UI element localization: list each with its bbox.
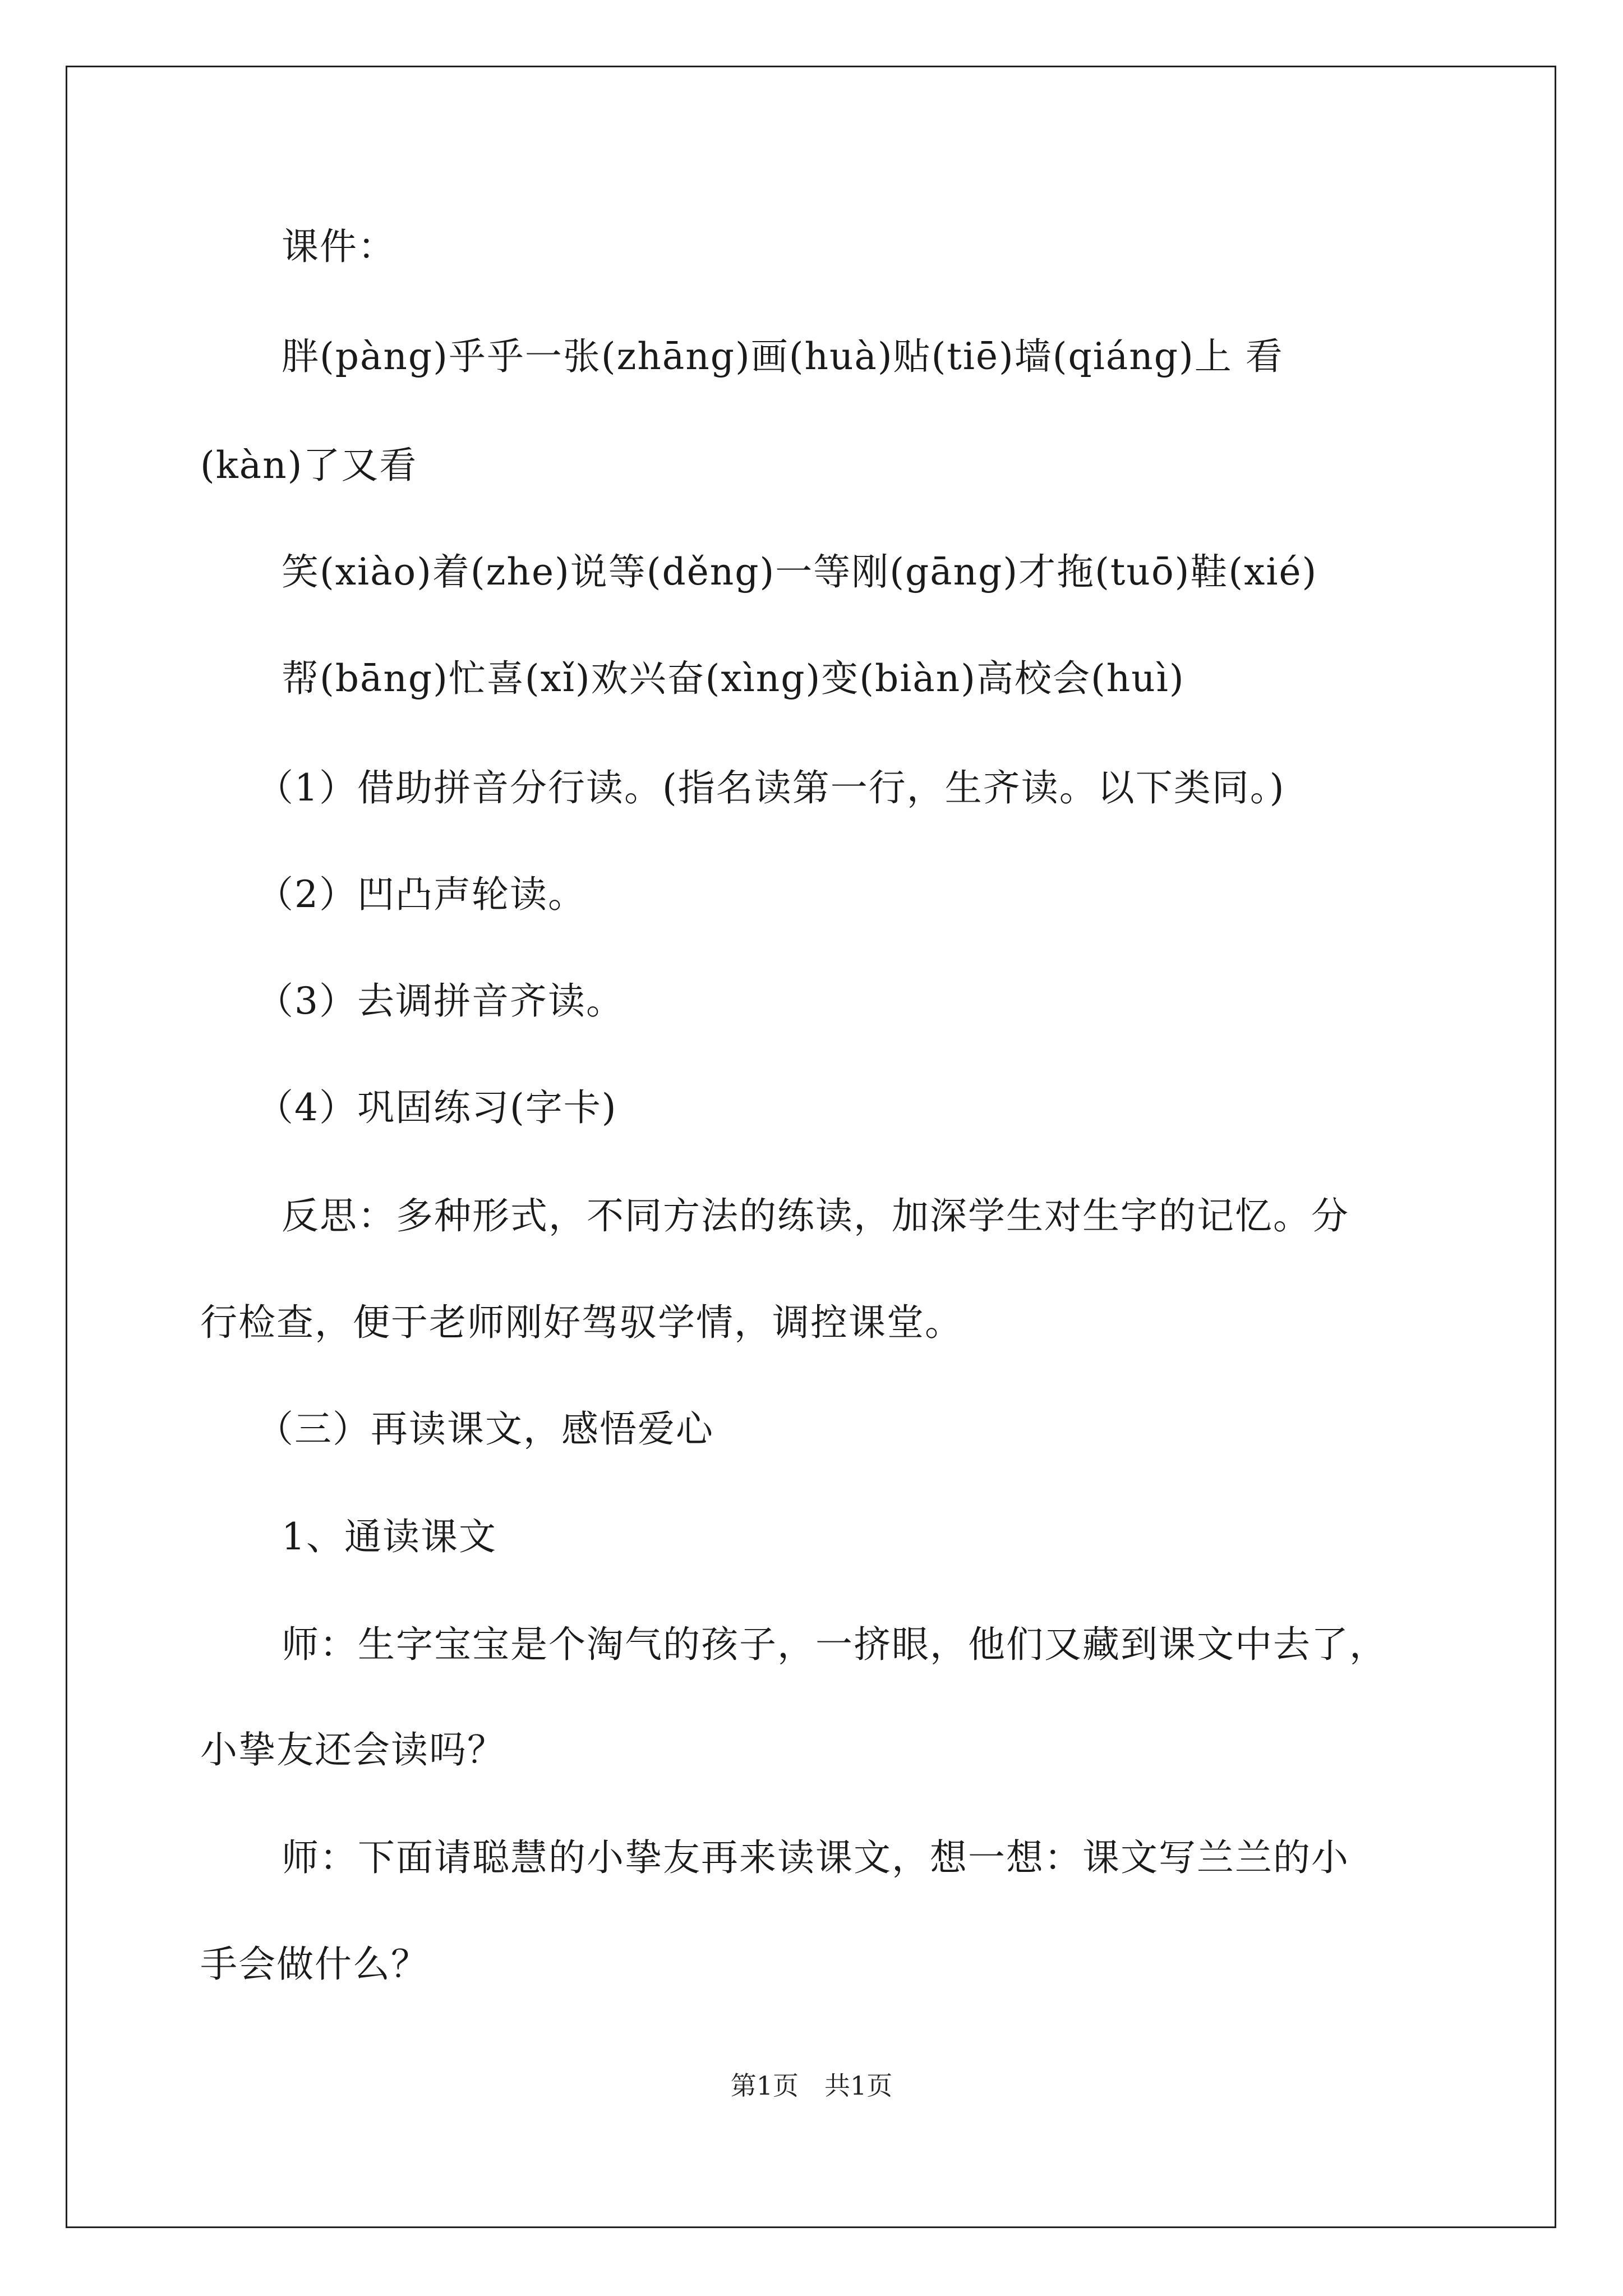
text-line-pinyin-1-cont: (kàn)了又看 xyxy=(200,444,418,487)
text-line-step-3: （3）去调拼音齐读。 xyxy=(256,979,624,1023)
page-border xyxy=(66,66,1556,2228)
text-line-teacher-2: 师：下面请聪慧的小挚友再来读课文，想一想：课文写兰兰的小 xyxy=(282,1836,1349,1879)
text-line-teacher-2-cont: 手会做什么？ xyxy=(200,1943,429,1986)
page-number-footer: 第1页 共1页 xyxy=(730,2070,893,2101)
text-line-teacher-1: 师：生字宝宝是个淘气的孩子，一挤眼，他们又藏到课文中去了， xyxy=(282,1623,1387,1666)
text-line-step-4: （4）巩固练习(字卡) xyxy=(256,1086,617,1129)
text-line-read-through: 1、通读课文 xyxy=(282,1515,497,1558)
text-line-reflection-cont: 行检查，便于老师刚好驾驭学情，调控课堂。 xyxy=(200,1301,963,1344)
text-line-teacher-1-cont: 小挚友还会读吗？ xyxy=(200,1728,505,1772)
text-line-pinyin-1: 胖(pàng)乎乎一张(zhāng)画(huà)贴(tiē)墙(qiáng)上 看 xyxy=(282,335,1284,378)
text-line-pinyin-2: 笑(xiào)着(zhe)说等(děng)一等刚(gāng)才拖(tuō)鞋(xié) xyxy=(282,550,1318,593)
text-line-courseware: 课件： xyxy=(282,225,396,268)
text-line-step-1: （1）借助拼音分行读。(指名读第一行，生齐读。以下类同。) xyxy=(256,766,1285,809)
text-line-pinyin-3: 帮(bāng)忙喜(xǐ)欢兴奋(xìng)变(biàn)高校会(huì) xyxy=(282,657,1185,700)
text-line-reflection: 反思：多种形式，不同方法的练读，加深学生对生字的记忆。分 xyxy=(282,1194,1349,1237)
text-line-step-2: （2）凹凸声轮读。 xyxy=(256,873,586,916)
section-heading-reread: （三）再读课文，感悟爱心 xyxy=(256,1407,714,1451)
